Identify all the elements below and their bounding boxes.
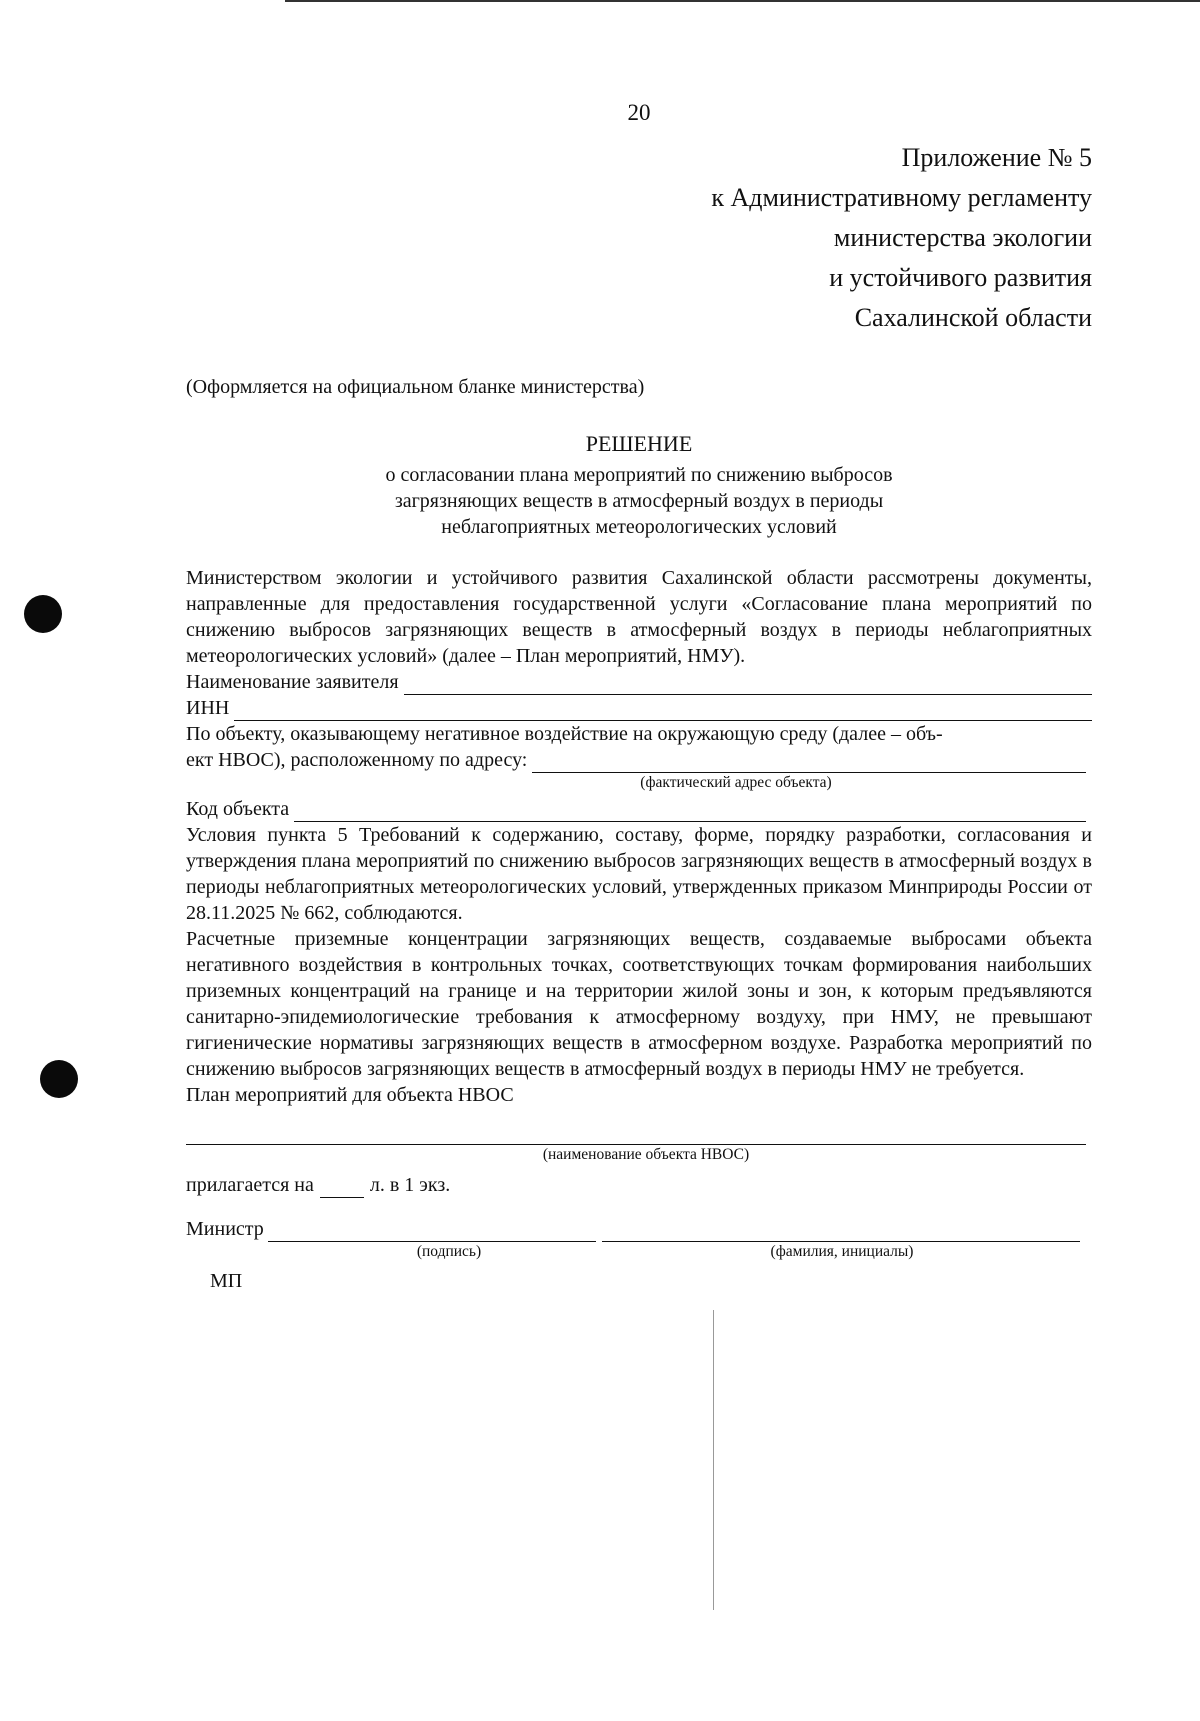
attached-suffix: л. в 1 экз.: [369, 1174, 451, 1196]
signature-captions: [186, 1242, 1092, 1264]
page-number: 20: [627, 100, 651, 125]
object-address-label: ект НВОС), расположенному по адресу:: [186, 749, 528, 771]
object-code-line[interactable]: [294, 801, 1086, 822]
document-title: РЕШЕНИЕ: [585, 431, 693, 456]
name-caption: (фамилия, инициалы): [770, 1243, 914, 1260]
object-name-caption: (наименование объекта НВОС): [542, 1146, 750, 1163]
concentration-paragraph: Расчетные приземные концентрации загрязняющих веществ, создаваемые выбросами объекта негативного воздействия в контрольных точках, соответствующих точкам формирования наибольших приземных концентраций на границе и на территории жилой зоны и зон, к которым предъявляются санитарно-эпидемиологические требования к атмосферному воздуху, при НМУ, не превышают гигиенические нормативы загрязняющих веществ в атмосферном воздухе. Разработка мероприятий по снижению выбросов загрязняющих веществ в атмосферный воздух в периоды НМУ не требуется.: [186, 928, 1092, 1080]
scan-fold-mark: [713, 1310, 714, 1610]
inn-label: ИНН: [186, 697, 230, 719]
minister-label: Министр: [186, 1218, 264, 1240]
object-text: По объекту, оказывающему негативное воздействие на окружающую среду (далее – объ-: [186, 723, 943, 745]
document-subtitle: [315, 462, 963, 540]
object-name-line[interactable]: [186, 1124, 1086, 1145]
sheet-count-blank[interactable]: [320, 1177, 364, 1198]
punch-hole: [24, 595, 62, 633]
stamp-label: МП: [210, 1270, 243, 1292]
signature-caption: (подпись): [416, 1243, 482, 1260]
object-code-field[interactable]: [186, 796, 1092, 822]
address-caption: (фактический адрес объекта): [640, 774, 832, 791]
appendix-line: Приложение № 5: [901, 143, 1092, 172]
subtitle-line: загрязняющих веществ в атмосферный воздух в периоды: [394, 490, 884, 512]
blank-note: (Оформляется на официальном бланке министерства): [186, 376, 645, 398]
object-address-field[interactable]: [186, 747, 1092, 773]
appendix-line: министерства экологии: [833, 223, 1092, 252]
appendix-line: Сахалинской области: [854, 303, 1092, 332]
minister-signature-row: [186, 1216, 1092, 1242]
intro-paragraph: Министерством экологии и устойчивого развития Сахалинской области рассмотрены документы, направленные для предоставления государственной услуги «Согласование плана мероприятий по снижению выбросов загрязняющих веществ в атмосферный воздух в периоды неблагоприятных метеорологических условий» (далее – План мероприятий, НМУ).: [186, 567, 1092, 667]
subtitle-line: неблагоприятных метеорологических условий: [441, 516, 837, 538]
object-code-label: Код объекта: [186, 798, 290, 820]
document-body: [186, 565, 1092, 1294]
attached-prefix: прилагается на: [186, 1174, 314, 1196]
scan-top-edge: [285, 0, 1200, 2]
appendix-line: к Административному регламенту: [711, 183, 1092, 212]
attached-line: [186, 1172, 1092, 1198]
applicant-label: Наименование заявителя: [186, 671, 399, 693]
punch-hole: [40, 1060, 78, 1098]
conditions-paragraph: Условия пункта 5 Требований к содержанию, составу, форме, порядку разработки, согласования и утверждения плана мероприятий по снижению выбросов загрязняющих веществ в атмосферный воздух в периоды неблагоприятных метеорологических условий, утвержденных приказом Минприроды России от 28.11.2025 № 662, соблюдаются.: [186, 824, 1092, 924]
subtitle-line: о согласовании плана мероприятий по снижению выбросов: [385, 464, 893, 486]
address-line[interactable]: [532, 752, 1086, 773]
appendix-header: [711, 138, 1092, 338]
inn-field[interactable]: [186, 695, 1092, 721]
appendix-line: и устойчивого развития: [829, 263, 1092, 292]
applicant-line[interactable]: [404, 674, 1092, 695]
inn-line[interactable]: [234, 700, 1092, 721]
signature-line[interactable]: [268, 1221, 596, 1242]
applicant-field[interactable]: [186, 669, 1092, 695]
plan-label: План мероприятий для объекта НВОС: [186, 1084, 514, 1106]
name-line[interactable]: [602, 1221, 1080, 1242]
